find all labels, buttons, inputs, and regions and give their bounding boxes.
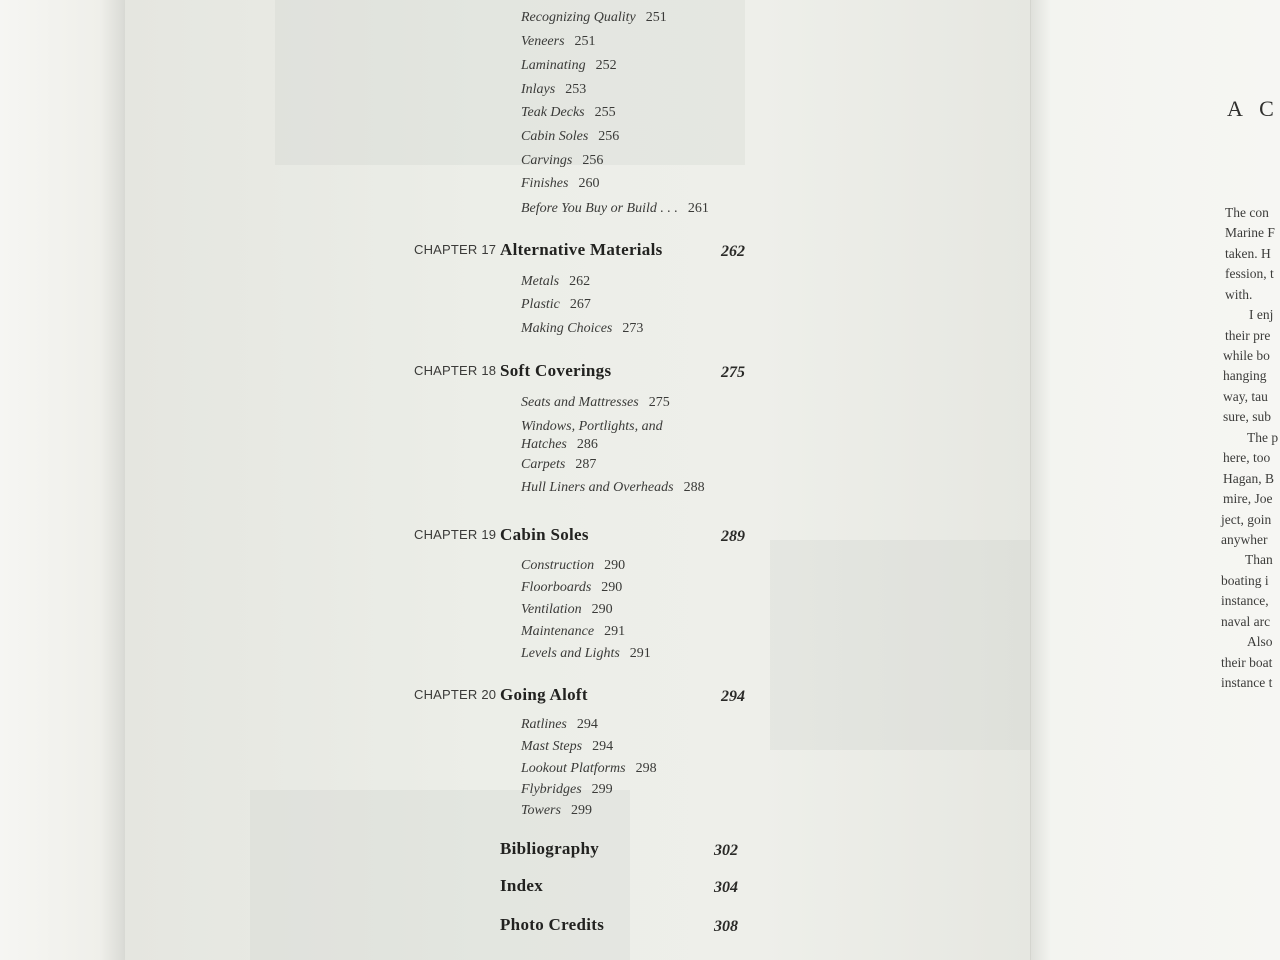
toc-entry-page: 290	[604, 558, 626, 573]
toc-entry-page: 286	[576, 437, 598, 452]
toc-entry	[521, 10, 667, 26]
acknowledgment-text-line: with.	[1225, 287, 1253, 302]
toc-entry-page: 291	[604, 624, 626, 639]
acknowledgments-page	[1030, 0, 1280, 960]
acknowledgment-text-line: Also	[1247, 634, 1273, 649]
toc-entry-title: Maintenance	[521, 624, 595, 639]
toc-entry-title: Hull Liners and Overheads	[521, 480, 674, 495]
toc-entry-title: Flybridges	[521, 782, 582, 797]
acknowledgments-heading: A C	[1227, 96, 1280, 121]
toc-entry-page: 251	[574, 34, 596, 49]
toc-entry-title: Ventilation	[521, 602, 582, 617]
acknowledgment-text-line: fession, t	[1225, 266, 1274, 281]
toc-entry-page: 288	[683, 480, 705, 495]
chapter-title: Alternative Materials	[500, 240, 663, 259]
acknowledgment-text-line: mire, Joe	[1223, 491, 1273, 506]
back-matter-title: Bibliography	[500, 839, 600, 858]
toc-entry	[521, 34, 596, 50]
toc-entry-page: 255	[594, 105, 616, 120]
chapter-label: CHAPTER 20	[414, 687, 497, 702]
toc-entry	[521, 274, 590, 290]
toc-entry	[521, 717, 598, 733]
toc-entry-page: 260	[578, 176, 600, 191]
toc-entry-page: 294	[592, 739, 614, 754]
toc-entry-page: 261	[687, 201, 709, 216]
toc-entry	[521, 480, 705, 496]
acknowledgment-text-line: instance t	[1221, 675, 1273, 690]
toc-entry-title: Finishes	[521, 176, 569, 191]
toc-entry-page: 290	[601, 580, 623, 595]
chapter-label: CHAPTER 18	[414, 363, 497, 378]
toc-entry	[521, 602, 613, 618]
toc-entry-page: 252	[595, 58, 617, 73]
toc-entry	[521, 646, 651, 662]
toc-entry-page: 253	[565, 82, 587, 97]
acknowledgment-text-line: boating i	[1221, 573, 1269, 588]
toc-entry-title: Lookout Platforms	[521, 761, 626, 776]
toc-entry-title: Making Choices	[521, 321, 613, 336]
chapter-page-number: 275	[721, 364, 745, 381]
toc-entry-page: 267	[569, 297, 591, 312]
toc-entry-title: Towers	[521, 803, 561, 818]
toc-entry-page: 273	[622, 321, 644, 336]
toc-entry-page: 287	[575, 457, 597, 472]
toc-entry-title: Before You Buy or Build . . .	[521, 201, 678, 216]
acknowledgment-text-line: The p	[1247, 430, 1279, 445]
toc-entry	[521, 297, 591, 313]
toc-entry	[521, 201, 709, 217]
toc-entry	[521, 395, 670, 411]
toc-entry	[521, 803, 592, 819]
toc-entry-title: Levels and Lights	[521, 646, 620, 661]
acknowledgment-text-line: here, too	[1223, 450, 1271, 465]
chapter-title: Going Aloft	[500, 685, 588, 704]
toc-entry	[521, 457, 596, 473]
back-matter-page: 302	[714, 842, 738, 859]
toc-entry-title: Seats and Mattresses	[521, 395, 639, 410]
acknowledgment-text-line: anywher	[1221, 532, 1268, 547]
toc-entry	[521, 58, 617, 74]
toc-entry-page: 299	[570, 803, 592, 818]
toc-entry	[521, 580, 622, 596]
chapter-page-number: 289	[721, 528, 745, 545]
toc-entry-page: 298	[635, 761, 657, 776]
toc-entry-page: 299	[591, 782, 613, 797]
toc-entry-title: Veneers	[521, 34, 565, 49]
toc-entry	[521, 418, 721, 454]
acknowledgment-text-line: Than	[1245, 552, 1273, 567]
toc-entry-title: Carvings	[521, 153, 573, 168]
acknowledgment-text-line: way, tau	[1223, 389, 1268, 404]
chapter-page-number: 262	[721, 243, 745, 260]
back-matter-title: Photo Credits	[500, 915, 605, 934]
toc-entry-title: Mast Steps	[521, 739, 583, 754]
toc-entry-page: 256	[598, 129, 620, 144]
toc-entry-title: Teak Decks	[521, 105, 585, 120]
back-matter-page: 308	[714, 918, 738, 935]
toc-entry-title: Carpets	[521, 457, 566, 472]
acknowledgment-text-line: their pre	[1225, 328, 1271, 343]
toc-entry-title: Metals	[521, 274, 560, 289]
acknowledgment-text-line: instance,	[1221, 593, 1269, 608]
acknowledgment-text-line: their boat	[1221, 655, 1273, 670]
back-matter-title: Index	[500, 876, 544, 895]
chapter-title: Cabin Soles	[500, 525, 589, 544]
toc-entry-title: Laminating	[521, 58, 586, 73]
toc-entry-title: Windows, Portlights, and Hatches	[521, 419, 663, 452]
chapter-title: Soft Coverings	[500, 361, 612, 380]
chapter-label: CHAPTER 17	[414, 242, 497, 257]
acknowledgment-text-line: naval arc	[1221, 614, 1271, 629]
acknowledgment-text-line: taken. H	[1225, 246, 1271, 261]
chapter-page-number: 294	[721, 688, 745, 705]
acknowledgment-text-line: Marine F	[1225, 225, 1275, 240]
toc-entry-title: Construction	[521, 558, 595, 573]
acknowledgment-text-line: I enj	[1249, 307, 1274, 322]
toc-entry	[521, 153, 603, 169]
toc-entry	[521, 624, 625, 640]
acknowledgment-text-line: hanging	[1223, 368, 1267, 383]
toc-entry-page: 290	[591, 602, 613, 617]
toc-entry-title: Inlays	[521, 82, 556, 97]
chapter-label: CHAPTER 19	[414, 527, 497, 542]
acknowledgment-text-line: ject, goin	[1221, 512, 1272, 527]
acknowledgment-text-line: The con	[1225, 205, 1269, 220]
toc-entry-page: 291	[629, 646, 651, 661]
toc-entry-title: Cabin Soles	[521, 129, 589, 144]
toc-entry-page: 251	[645, 10, 667, 25]
toc-entry	[521, 105, 616, 121]
back-matter-page: 304	[714, 879, 738, 896]
toc-entry	[521, 739, 613, 755]
toc-entry-page: 256	[582, 153, 604, 168]
toc-entry	[521, 761, 657, 777]
toc-entry-title: Ratlines	[521, 717, 567, 732]
toc-entry-page: 275	[648, 395, 670, 410]
toc-entry	[521, 321, 643, 337]
acknowledgment-text-line: sure, sub	[1223, 409, 1271, 424]
toc-entry	[521, 558, 625, 574]
toc-entry-title: Floorboards	[521, 580, 592, 595]
toc-entry	[521, 129, 619, 145]
acknowledgment-text-line: Hagan, B	[1223, 471, 1274, 486]
toc-entry-page: 294	[576, 717, 598, 732]
toc-entry	[521, 176, 599, 192]
toc-entry-title: Recognizing Quality	[521, 10, 636, 25]
toc-entry-title: Plastic	[521, 297, 560, 312]
acknowledgment-text-line: while bo	[1223, 348, 1270, 363]
toc-entry	[521, 82, 586, 98]
toc-entry	[521, 782, 613, 798]
toc-entry-page: 262	[569, 274, 591, 289]
